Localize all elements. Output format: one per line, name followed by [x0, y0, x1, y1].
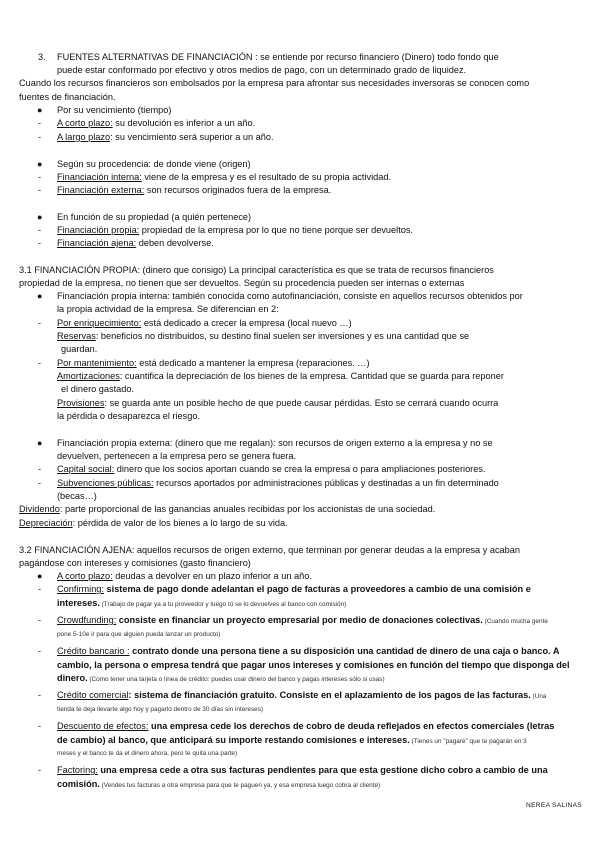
dash-icon: - [38, 690, 42, 700]
list-item: A corto plazo: su devolución es inferior a un año. [57, 118, 256, 128]
bullet-icon: ● [37, 105, 43, 115]
bullet-icon: ● [37, 438, 43, 448]
group2-title: Según su procedencia: de donde viene (origen) [57, 159, 251, 169]
short-term-title: A corto plazo: deudas a devolver en un plazo inferior a un año. [57, 571, 312, 581]
dash-icon: - [38, 118, 42, 128]
list-item: Crédito bancario : contrato donde una persona tiene a su disposición una cantidad de dinero de una caja o banco. A [57, 646, 560, 656]
bullet-icon: ● [37, 159, 43, 169]
list-item: Por enriquecimiento: está dedicado a crecer la empresa (local nuevo …) [57, 318, 352, 328]
list-item-cont: intereses. (Trabajo de pagar ya a tu proveedor y luego tú se lo devuelves al banco con comisión) [57, 598, 347, 608]
list-item: A largo plazo: su vencimiento será superior a un año. [57, 132, 274, 142]
list-item-cont: el dinero gastado. [61, 384, 135, 394]
dash-icon: - [38, 464, 42, 474]
list-item: Capital social: dinero que los socios aportan cuando se crea la empresa o para ampliaciones posteriores. [57, 464, 486, 474]
list-item: Crowdfunding: consiste en financiar un proyecto empresarial por medio de donaciones colectivas. (Cuando mucha gente [57, 615, 548, 625]
dash-icon: - [38, 584, 42, 594]
bullet-icon: ● [37, 291, 43, 301]
list-item: Subvenciones públicas: recursos aportados por administraciones públicas y destinadas a un fin determinado [57, 478, 499, 488]
subsection-heading-line2: propiedad de la empresa, no tienen que ser devueltos. Según su procedencia pueden ser internas o externas [19, 278, 465, 288]
subsection-heading-line1: 3.1 FINANCIACIÓN PROPIA: (dinero que consigo) La principal característica es que se trata de recursos financieros [19, 265, 494, 275]
paragraph-line2: fuentes de financiación. [19, 92, 116, 102]
list-item: Descuento de efectos: una empresa cede los derechos de cobro de deuda reflejados en efectos comerciales (letras [57, 721, 555, 731]
subsection-heading-line2: pagándose con intereses y comisiones (gasto financiero) [19, 558, 251, 568]
bullet-icon: ● [37, 571, 43, 581]
list-item: Financiación externa: son recursos originados fuera de la empresa. [57, 185, 332, 195]
list-item: Confirming: sistema de pago donde adelantan el pago de facturas a proveedores a cambio de una comisión e [57, 584, 531, 594]
section-heading-line2: puede estar conformado por efectivo y otros medios de pago, con un determinado grado de liquidez. [57, 65, 467, 75]
footer-author: NEREA SALINAS [526, 802, 582, 809]
list-item-note: meses y el banco te da el dinero ahora, pero te quita una parte) [57, 750, 238, 757]
dash-icon: - [38, 225, 42, 235]
group1-title: Por su vencimiento (tiempo) [57, 105, 172, 115]
paragraph-line1: Cuando los recursos financieros son embolsados por la empresa para afrontar sus necesidades inversoras se conocen como [19, 78, 530, 88]
internal-financing-line2: la propia actividad de la empresa. Se diferencian en 2: [57, 304, 279, 314]
dash-icon: - [38, 172, 42, 182]
dash-icon: - [38, 358, 42, 368]
definition: Depreciación: pérdida de valor de los bienes a lo largo de su vida. [19, 518, 288, 528]
list-item: Financiación interna: viene de la empresa y es el resultado de su propia actividad. [57, 172, 392, 182]
definition: Dividendo: parte proporcional de las ganancias anuales recibidas por los accionistas de una sociedad. [19, 504, 436, 514]
list-item-note: pone 5-10e ir para que alguien pueda lanzar un producto) [57, 631, 221, 638]
section-number: 3. [38, 52, 46, 62]
list-item: Provisiones: se guarda ante un posible hecho de que puede causar pérdidas. Esto se cerrará cuando ocurra [57, 398, 499, 408]
subsection-heading-line1: 3.2 FINANCIACIÓN AJENA: aquellos recursos de origen externo, que terminan por generar deudas a la empresa y acaban [19, 545, 520, 555]
list-item-cont: comisión. (Vendes tus facturas a otra empresa para que te paguen ya, y esa empresa luego cobra al cliente) [57, 779, 381, 789]
group3-title: En función de su propiedad (a quién pertenece) [57, 212, 252, 222]
internal-financing-line1: Financiación propia interna: también conocida como autofinanciación, consiste en aquellos recursos obtenidos por [57, 291, 523, 301]
list-item: Factoring: una empresa cede a otra sus facturas pendientes para que esta gestione dicho cobro a cambio de una [57, 765, 548, 775]
dash-icon: - [38, 238, 42, 248]
list-item-cont: cambio, la persona o empresa tendrá que pagar unos intereses y comisiones en función del tiempo que disponga del [57, 660, 570, 670]
list-item: Amortizaciones: cuantifica la depreciación de los bienes de la empresa. Cantidad que se guarda para reponer [57, 371, 504, 381]
list-item-cont: guardan. [61, 344, 98, 354]
dash-icon: - [38, 646, 42, 656]
dash-icon: - [38, 478, 42, 488]
section-heading-line1: FUENTES ALTERNATIVAS DE FINANCIACIÓN : se entiende por recurso financiero (Dinero) todo fondo que [57, 52, 499, 62]
dash-icon: - [38, 185, 42, 195]
list-item: Por mantenimiento: está dedicado a mantener la empresa (reparaciones. …) [57, 358, 370, 368]
list-item-cont: (becas…) [57, 491, 97, 501]
dash-icon: - [38, 721, 42, 731]
list-item: Financiación propia: propiedad de la empresa por lo que no tiene porque ser devueltos. [57, 225, 414, 235]
list-item-note: tienda te deja llevarte algo hoy y pagarlo dentro de 30 días sin intereses) [57, 706, 264, 713]
external-financing-line1: Financiación propia externa: (dinero que me regalan): son recursos de origen externo a la empresa y no se [57, 438, 493, 448]
dash-icon: - [38, 318, 42, 328]
list-item-cont: dinero. (Como tener una tarjeta o línea de crédito: puedes usar dinero del banco y pagas intereses sólo si usas) [57, 673, 385, 683]
dash-icon: - [38, 615, 42, 625]
list-item: Crédito comercial: sistema de financiación gratuito. Consiste en el aplazamiento de los pagos de las facturas. (Una [57, 690, 547, 700]
list-item-cont: de cambio) al banco, que anticipará su importe restando comisiones e intereses. (Tienes un "pagaré" que te pagarán en 3 [57, 735, 527, 745]
list-item-cont: la pérdida o desaparezca el riesgo. [57, 411, 201, 421]
external-financing-line2: devuelven, pertenecen a la empresa pero se genera fuera. [57, 451, 297, 461]
dash-icon: - [38, 132, 42, 142]
list-item: Reservas: beneficios no distribuidos, su destino final suelen ser inversiones y es una cantidad que se [57, 331, 470, 341]
list-item: Financiación ajena: deben devolverse. [57, 238, 214, 248]
dash-icon: - [38, 765, 42, 775]
bullet-icon: ● [37, 212, 43, 222]
